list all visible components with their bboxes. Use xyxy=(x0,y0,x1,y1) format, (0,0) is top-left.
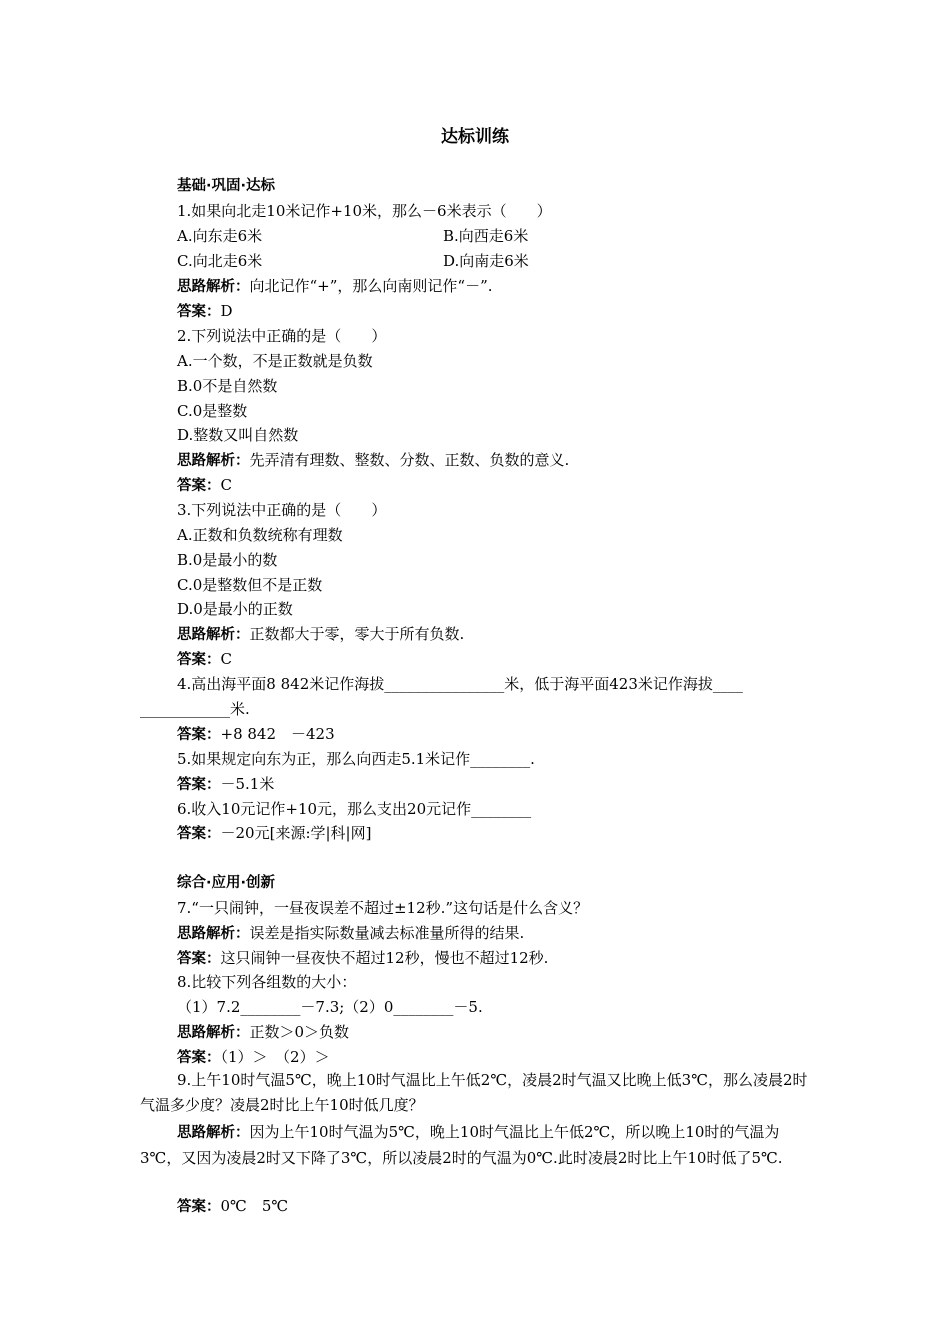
q7-analysis xyxy=(177,922,524,945)
q1-options-ab xyxy=(177,225,262,247)
q1-analysis xyxy=(177,275,493,298)
analysis-label: 思路解析： xyxy=(177,279,250,295)
answer-label: 答案： xyxy=(177,951,221,967)
q2-stem: 2.下列说法中正确的是（ ） xyxy=(177,327,387,345)
q1-option-b: B.向西走6米 xyxy=(443,227,529,245)
q2-analysis-text: 先弄清有理数、整数、分数、正数、负数的意义. xyxy=(249,451,570,469)
q5-answer-text: －5.1米 xyxy=(220,775,275,793)
q1-answer xyxy=(177,300,233,323)
q9-stem: 9.上午10时气温5℃，晚上10时气温比上午低2℃，凌晨2时气温又比晚上低3℃，那么凌晨2时气温多少度？凌晨2时比上午10时低几度？ xyxy=(140,1071,808,1114)
q9-analysis xyxy=(140,1120,810,1171)
page-title: 达标训练 xyxy=(441,127,509,147)
q7-stem: 7.“一只闹钟，一昼夜误差不超过±12秒.”这句话是什么含义？ xyxy=(177,899,589,917)
q3-answer xyxy=(177,648,232,671)
section-heading-basic: 基础·巩固·达标 xyxy=(177,178,276,194)
answer-label: 答案： xyxy=(177,652,221,668)
q4-answer-text: +8 842 －423 xyxy=(220,725,335,743)
q2-option-b: B.0不是自然数 xyxy=(177,377,278,395)
q4-stem-continued: ____________米. xyxy=(140,700,250,718)
answer-label: 答案： xyxy=(177,777,221,793)
q8-answer xyxy=(177,1046,330,1069)
q7-answer xyxy=(177,947,548,970)
q6-answer xyxy=(177,822,371,845)
answer-label: 答案： xyxy=(177,1050,221,1066)
q2-answer-text: C xyxy=(220,476,232,494)
q8-analysis xyxy=(177,1021,349,1044)
q3-answer-text: C xyxy=(220,650,232,668)
answer-label: 答案： xyxy=(177,478,221,494)
q3-stem: 3.下列说法中正确的是（ ） xyxy=(177,501,387,519)
answer-label: 答案： xyxy=(177,826,221,842)
q3-option-b: B.0是最小的数 xyxy=(177,551,278,569)
q8-subquestions: （1）7.2________－7.3;（2）0________－5. xyxy=(177,998,483,1016)
q3-option-a: A.正数和负数统称有理数 xyxy=(177,526,343,544)
section-heading-comprehensive: 综合·应用·创新 xyxy=(177,875,276,891)
q3-option-d: D.0是最小的正数 xyxy=(177,600,293,618)
q3-analysis-text: 正数都大于零，零大于所有负数. xyxy=(249,625,465,643)
q1-option-a: A.向东走6米 xyxy=(177,227,263,245)
q1-answer-text: D xyxy=(220,302,233,320)
q2-option-d: D.整数又叫自然数 xyxy=(177,426,299,444)
analysis-label: 思路解析： xyxy=(177,926,250,942)
q5-answer xyxy=(177,773,274,796)
q6-stem: 6.收入10元记作+10元，那么支出20元记作________ xyxy=(177,800,532,818)
analysis-label: 思路解析： xyxy=(177,1125,250,1141)
analysis-label: 思路解析： xyxy=(177,1025,250,1041)
answer-label: 答案： xyxy=(177,1199,221,1215)
q8-analysis-text: 正数＞0＞负数 xyxy=(249,1023,350,1041)
answer-label: 答案： xyxy=(177,304,221,320)
q8-answer-text: （1）＞ （2）＞ xyxy=(220,1048,330,1066)
q1-option-c: C.向北走6米 xyxy=(177,252,263,270)
q3-analysis xyxy=(177,623,464,646)
q2-answer xyxy=(177,474,232,497)
q1-analysis-text: 向北记作“+”，那么向南则记作“－”. xyxy=(249,277,493,295)
q9-analysis-text: 因为上午10时气温为5℃，晚上10时气温比上午低2℃，所以晚上10时的气温为3℃，又因为凌晨2时又下降了3℃，所以凌晨2时的气温为0℃.此时凌晨2时比上午10时低了5℃. xyxy=(140,1123,783,1167)
q2-analysis xyxy=(177,449,569,472)
q2-option-a: A.一个数，不是正数就是负数 xyxy=(177,352,373,370)
q4-stem: 4.高出海平面8 842米记作海拔________________米，低于海平面423米记作海拔____ xyxy=(177,675,743,693)
q8-stem: 8.比较下列各组数的大小： xyxy=(177,973,357,991)
q1-option-d: D.向南走6米 xyxy=(443,252,529,270)
q9-answer-text: 0℃ 5℃ xyxy=(220,1197,289,1215)
q2-option-c: C.0是整数 xyxy=(177,402,248,420)
q6-answer-text: －20元[来源:学|科|网] xyxy=(220,824,372,842)
q3-option-c: C.0是整数但不是正数 xyxy=(177,576,323,594)
q9-answer xyxy=(177,1195,288,1218)
answer-label: 答案： xyxy=(177,727,221,743)
q1-stem: 1.如果向北走10米记作+10米，那么－6米表示（ ） xyxy=(177,202,552,220)
analysis-label: 思路解析： xyxy=(177,453,250,469)
q7-answer-text: 这只闹钟一昼夜快不超过12秒，慢也不超过12秒. xyxy=(220,949,549,967)
q5-stem: 5.如果规定向东为正，那么向西走5.1米记作________. xyxy=(177,750,535,768)
q4-answer xyxy=(177,723,335,746)
analysis-label: 思路解析： xyxy=(177,627,250,643)
q7-analysis-text: 误差是指实际数量减去标准量所得的结果. xyxy=(249,924,525,942)
